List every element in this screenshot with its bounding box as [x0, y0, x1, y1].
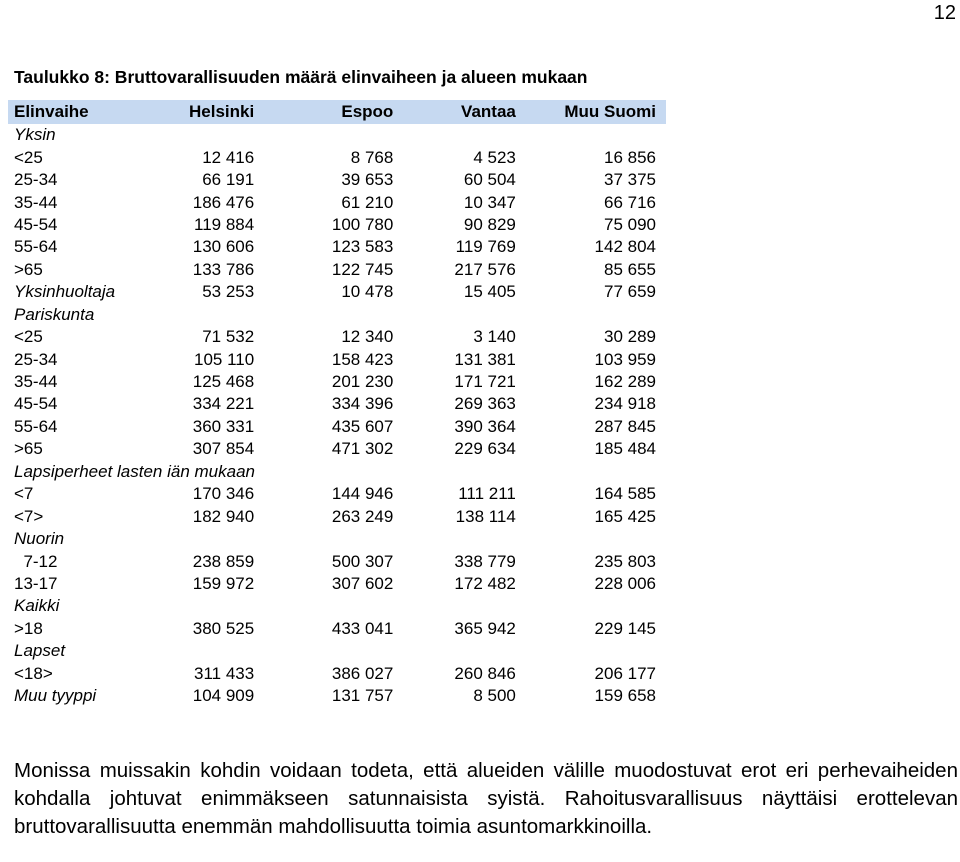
- cell-muu-suomi: 162 289: [594, 372, 656, 392]
- cell-vantaa: 138 114: [455, 506, 516, 526]
- table-row: [8, 393, 666, 415]
- cell-helsinki: 238 859: [192, 551, 255, 571]
- row-label: 25-34: [14, 349, 58, 369]
- cell-helsinki: 159 972: [192, 573, 255, 593]
- row-label: >65: [14, 439, 43, 459]
- cell-espoo: 307 602: [331, 573, 394, 593]
- cell-helsinki: 360 331: [192, 416, 255, 436]
- group-heading: Lapset: [14, 641, 66, 661]
- row-label: <18>: [14, 663, 53, 683]
- cell-espoo: 433 041: [331, 618, 394, 638]
- table-body: [8, 124, 666, 707]
- row-label: 55-64: [14, 416, 58, 436]
- cell-espoo: 100 780: [331, 214, 394, 234]
- cell-espoo: 471 302: [331, 439, 394, 459]
- cell-espoo: 435 607: [331, 416, 394, 436]
- table-row: [8, 505, 666, 527]
- body-paragraph: Monissa muissakin kohdin voidaan todeta, että alueiden välille muodostuvat erot eri perhevaiheiden kohdalla johtuvat enimmäkseen satunnaisista syistä. Rahoitusvarallisuus näyttäisi erottelevan bruttovarallisuutta enemmän mahdollisuutta toimia asuntomarkkinoilla.: [14, 759, 958, 838]
- row-label: 35-44: [14, 192, 58, 212]
- cell-espoo: 158 423: [331, 349, 394, 369]
- cell-vantaa: 217 576: [454, 259, 516, 279]
- cell-helsinki: 66 191: [202, 170, 255, 190]
- row-label: <7>: [14, 506, 44, 526]
- cell-vantaa: 131 381: [454, 349, 516, 369]
- cell-vantaa: 111 211: [458, 484, 516, 504]
- cell-muu-suomi: 142 804: [594, 237, 656, 257]
- cell-espoo: 12 340: [341, 327, 394, 347]
- cell-helsinki: 104 909: [192, 686, 255, 706]
- table-row: [8, 281, 666, 303]
- row-label: <25: [14, 147, 43, 167]
- table-row: [8, 191, 666, 213]
- group-heading: Kaikki: [14, 596, 60, 616]
- cell-espoo: 334 396: [331, 394, 394, 414]
- table-title: Taulukko 8: Bruttovarallisuuden määrä elinvaiheen ja alueen mukaan: [14, 67, 588, 87]
- cell-muu-suomi: 77 659: [604, 282, 656, 302]
- cell-espoo: 131 757: [331, 686, 394, 706]
- cell-muu-suomi: 164 585: [594, 484, 656, 504]
- cell-muu-suomi: 30 289: [604, 327, 656, 347]
- table-row: [8, 685, 666, 707]
- cell-helsinki: 307 854: [192, 439, 255, 459]
- cell-vantaa: 90 829: [463, 214, 516, 234]
- table-header-row: [8, 100, 666, 124]
- cell-muu-suomi: 234 918: [594, 394, 656, 414]
- cell-muu-suomi: 165 425: [594, 506, 656, 526]
- page-number: 12: [933, 2, 956, 24]
- cell-helsinki: 53 253: [202, 282, 255, 302]
- cell-helsinki: 105 110: [194, 349, 255, 369]
- cell-espoo: 201 230: [331, 372, 394, 392]
- table-row: [8, 259, 666, 281]
- cell-muu-suomi: 206 177: [594, 663, 656, 683]
- cell-helsinki: 182 940: [192, 506, 255, 526]
- cell-espoo: 10 478: [341, 282, 394, 302]
- row-label: 13-17: [14, 573, 58, 593]
- cell-muu-suomi: 85 655: [604, 259, 656, 279]
- cell-muu-suomi: 229 145: [594, 618, 656, 638]
- column-header-elinvaihe: Elinvaihe: [8, 100, 141, 124]
- cell-muu-suomi: 185 484: [594, 439, 656, 459]
- table-row: [8, 326, 666, 348]
- cell-vantaa: 60 504: [463, 170, 516, 190]
- cell-vantaa: 229 634: [454, 439, 516, 459]
- group-heading: Yksin: [14, 125, 56, 145]
- table-row: [8, 146, 666, 168]
- group-heading: Pariskunta: [14, 304, 95, 324]
- row-label: 25-34: [14, 170, 58, 190]
- group-heading-row: [8, 640, 666, 662]
- cell-helsinki: 311 433: [194, 663, 255, 683]
- cell-muu-suomi: 75 090: [604, 214, 656, 234]
- cell-vantaa: 338 779: [454, 551, 516, 571]
- cell-helsinki: 130 606: [192, 237, 255, 257]
- row-label: 45-54: [14, 214, 58, 234]
- table-row: [8, 169, 666, 191]
- cell-helsinki: 71 532: [202, 327, 255, 347]
- column-header-helsinki: Helsinki: [141, 100, 254, 124]
- cell-helsinki: 170 346: [192, 484, 255, 504]
- cell-vantaa: 8 500: [473, 686, 516, 706]
- cell-espoo: 8 768: [350, 147, 394, 167]
- table-row: [8, 416, 666, 438]
- table-row: [8, 550, 666, 572]
- group-heading-row: [8, 528, 666, 550]
- cell-helsinki: 125 468: [192, 372, 255, 392]
- row-label: 45-54: [14, 394, 58, 414]
- cell-vantaa: 365 942: [454, 618, 516, 638]
- cell-helsinki: 12 416: [202, 147, 255, 167]
- cell-muu-suomi: 66 716: [604, 192, 656, 212]
- table-row: [8, 371, 666, 393]
- cell-muu-suomi: 103 959: [594, 349, 656, 369]
- table-row: [8, 214, 666, 236]
- group-heading: Lapsiperheet lasten iän mukaan: [14, 461, 255, 481]
- cell-helsinki: 119 884: [194, 214, 255, 234]
- table-row: [8, 573, 666, 595]
- wealth-table: [8, 100, 666, 707]
- cell-espoo: 263 249: [331, 506, 394, 526]
- cell-vantaa: 15 405: [463, 282, 516, 302]
- cell-vantaa: 3 140: [473, 327, 516, 347]
- table-row: [8, 348, 666, 370]
- cell-muu-suomi: 235 803: [594, 551, 656, 571]
- row-label: >65: [14, 259, 43, 279]
- row-label: Yksinhuoltaja: [14, 282, 116, 302]
- column-header-muu-suomi: Muu Suomi: [516, 100, 666, 124]
- table-row: [8, 483, 666, 505]
- cell-vantaa: 171 721: [454, 372, 516, 392]
- cell-espoo: 123 583: [331, 237, 394, 257]
- table-row: [8, 618, 666, 640]
- cell-muu-suomi: 159 658: [594, 686, 656, 706]
- row-label: <25: [14, 327, 43, 347]
- group-heading-row: [8, 124, 666, 146]
- cell-vantaa: 119 769: [455, 237, 516, 257]
- cell-vantaa: 172 482: [454, 573, 516, 593]
- cell-helsinki: 380 525: [192, 618, 255, 638]
- row-label: 35-44: [14, 372, 58, 392]
- cell-vantaa: 269 363: [454, 394, 516, 414]
- table-row: [8, 663, 666, 685]
- cell-espoo: 122 745: [331, 259, 394, 279]
- cell-espoo: 39 653: [341, 170, 394, 190]
- group-heading: Nuorin: [14, 529, 65, 549]
- group-heading-row: [8, 595, 666, 617]
- group-heading-row: [8, 461, 666, 483]
- cell-espoo: 386 027: [331, 663, 394, 683]
- cell-helsinki: 334 221: [192, 394, 255, 414]
- cell-vantaa: 4 523: [473, 147, 516, 167]
- table-row: [8, 438, 666, 460]
- cell-vantaa: 10 347: [463, 192, 516, 212]
- row-label: 7-12: [14, 551, 58, 571]
- group-heading-row: [8, 304, 666, 326]
- cell-muu-suomi: 16 856: [604, 147, 656, 167]
- row-label: 55-64: [14, 237, 58, 257]
- cell-espoo: 61 210: [341, 192, 394, 212]
- row-label: >18: [14, 618, 43, 638]
- cell-vantaa: 390 364: [454, 416, 516, 436]
- table-row: [8, 236, 666, 258]
- cell-vantaa: 260 846: [454, 663, 516, 683]
- cell-helsinki: 186 476: [192, 192, 255, 212]
- cell-helsinki: 133 786: [192, 259, 255, 279]
- column-header-vantaa: Vantaa: [393, 100, 516, 124]
- cell-muu-suomi: 287 845: [594, 416, 656, 436]
- row-label: <7: [14, 484, 34, 504]
- cell-espoo: 144 946: [331, 484, 394, 504]
- cell-muu-suomi: 37 375: [604, 170, 656, 190]
- cell-muu-suomi: 228 006: [594, 573, 656, 593]
- cell-espoo: 500 307: [331, 551, 394, 571]
- column-header-espoo: Espoo: [254, 100, 393, 124]
- row-label: Muu tyyppi: [14, 686, 97, 706]
